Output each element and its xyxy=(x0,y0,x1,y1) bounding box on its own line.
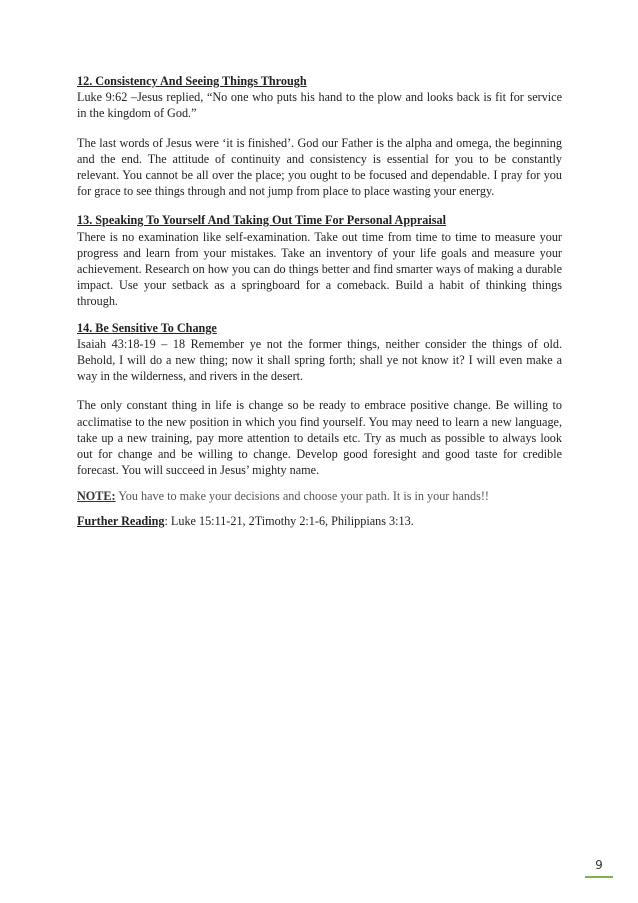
section-12-body: The last words of Jesus were ‘it is finished’. God our Father is the alpha and omega, the beginning and the end. The attitude of continuity and consistency is essential for you to be constantly relevant. You cannot be all over the place; you ought to be focused and dependable. I pray for you for grace to see things through and not jump from place to place wasting your energy. xyxy=(77,135,562,199)
note-line xyxy=(77,488,562,504)
page-content xyxy=(77,73,562,529)
further-reading-line xyxy=(77,513,562,529)
section-12-heading: 12. Consistency And Seeing Things Through xyxy=(77,74,307,88)
section-13-heading: 13. Speaking To Yourself And Taking Out Time For Personal Appraisal xyxy=(77,213,446,228)
section-13-body: There is no examination like self-examination. Take out time from time to time to measure your progress and learn from your mistakes. Take an inventory of your life goals and measure your achievement. Research on how you can do things better and find smarter ways of making a durable impact. Use your setback as a springboard for a comeback. Build a habit of thinking things through. xyxy=(77,229,562,309)
note-text: You have to make your decisions and choose your path. It is in your hands!! xyxy=(115,489,489,504)
page-number: 9 xyxy=(585,854,613,878)
further-reading-text: : Luke 15:11-21, 2Timothy 2:1-6, Philippians 3:13. xyxy=(164,513,414,528)
further-reading-label: Further Reading xyxy=(77,513,165,528)
section-14-scripture: Isaiah 43:18-19 – 18 Remember ye not the former things, neither consider the things of old. Behold, I will do a new thing; now it shall spring forth; shall ye not know it? I will even make a way in the wilderness, and rivers in the desert. xyxy=(77,336,562,384)
section-14-heading: 14. Be Sensitive To Change xyxy=(77,320,217,335)
section-14-body: The only constant thing in life is change so be ready to embrace positive change. Be willing to acclimatise to the new position in which you find yourself. You may need to learn a new language, take up a new training, pay more attention to details etc. Try as much as possible to always look out for change and be willing to change. Develop good foresight and good taste for credible forecast. You will succeed in Jesus’ mighty name. xyxy=(77,398,562,478)
note-label: NOTE: xyxy=(77,489,116,504)
section-12-scripture: Luke 9:62 –Jesus replied, “No one who puts his hand to the plow and looks back is fit for service in the kingdom of God.” xyxy=(77,90,562,121)
